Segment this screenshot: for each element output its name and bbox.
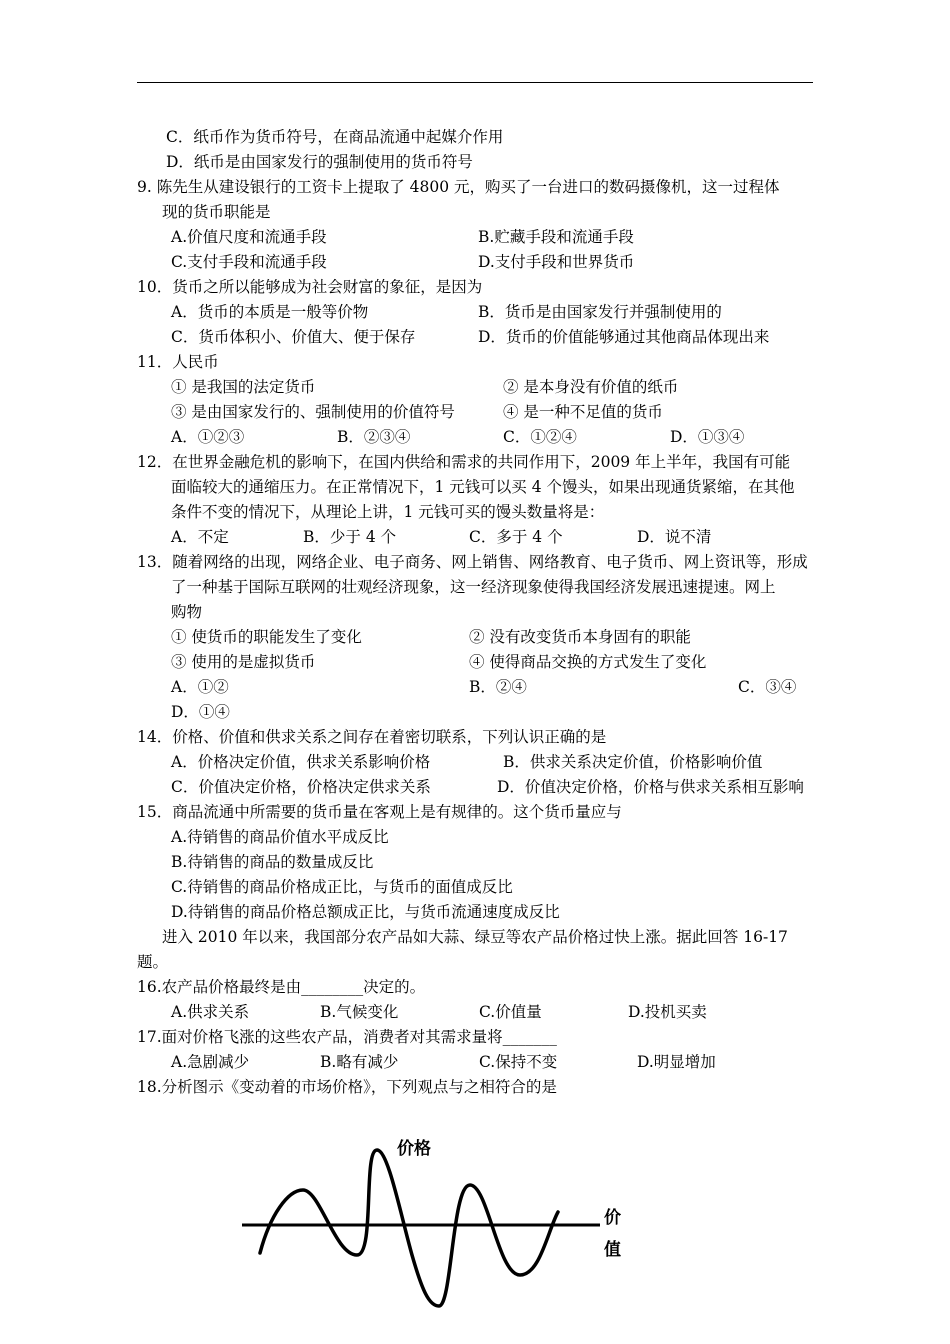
q17-option-c: C.保持不变 [479,1053,558,1071]
q14-option-a: A．价格决定价值，供求关系影响价格 [171,753,431,771]
q11-option-b: B．②③④ [337,428,411,446]
q16-option-a: A.供求关系 [171,1003,250,1021]
q9-option-d: D.支付手段和世界货币 [478,253,635,271]
q10-option-c: C．货币体积小、价值大、便于保存 [171,328,416,346]
q14-option-c: C．价值决定价格，价格决定供求关系 [171,778,431,796]
q9-stem-line1: 9. 陈先生从建设银行的工资卡上提取了 4800 元，购买了一台进口的数码摄像机，这一过程体 [137,178,780,196]
q13-option-b: B．②④ [469,678,527,696]
q14-option-d: D．价值决定价格，价格与供求关系相互影响 [497,778,804,796]
q8-option-d: D．纸币是由国家发行的强制使用的货币符号 [166,153,473,171]
q17-option-d: D.明显增加 [637,1053,716,1071]
q18-stem: 18.分析图示《变动着的市场价格》，下列观点与之相符合的是 [137,1078,557,1096]
q11-statement-2: ② 是本身没有价值的纸币 [503,378,679,396]
q14-option-b: B．供求关系决定价值，价格影响价值 [503,753,763,771]
q13-stem-line1: 13．随着网络的出现，网络企业、电子商务、网上销售、网络教育、电子货币、网上资讯等，形成 [137,553,808,571]
q13-stem-line3: 购物 [171,603,203,621]
q13-statement-4: ④ 使得商品交换的方式发生了变化 [469,653,707,671]
q8-option-c: C．纸币作为货币符号，在商品流通中起媒介作用 [166,128,504,146]
q9-option-c: C.支付手段和流通手段 [171,253,327,271]
q11-stem: 11．人民币 [137,353,219,371]
q9-option-b: B.贮藏手段和流通手段 [478,228,634,246]
q13-statement-2: ② 没有改变货币本身固有的职能 [469,628,691,646]
q17-stem: 17.面对价格飞涨的这些农产品，消费者对其需求量将_______ [137,1028,557,1046]
q10-option-a: A．货币的本质是一般等价物 [171,303,369,321]
q15-option-b: B.待销售的商品的数量成反比 [171,853,374,871]
q16-17-intro-line1: 进入 2010 年以来，我国部分农产品如大蒜、绿豆等农产品价格过快上涨。据此回答 16-17 [162,928,788,946]
q13-stem-line2: 了一种基于国际互联网的壮观经济现象，这一经济现象使得我国经济发展迅速提速。网上 [171,578,776,596]
q10-option-b: B．货币是由国家发行并强制使用的 [478,303,722,321]
q15-option-d: D.待销售的商品价格总额成正比，与货币流通速度成反比 [171,903,560,921]
q11-option-d: D．①③④ [670,428,745,446]
q12-option-b: B．少于 4 个 [303,528,397,546]
q12-stem-line3: 条件不变的情况下，从理论上讲，1 元钱可买的馒头数量将是： [171,503,605,521]
q12-option-a: A．不定 [171,528,229,546]
value-label-char-1: 价 [604,1208,621,1228]
q14-stem: 14．价格、价值和供求关系之间存在着密切联系，下列认识正确的是 [137,728,607,746]
q15-stem: 15．商品流通中所需要的货币量在客观上是有规律的。这个货币量应与 [137,803,622,821]
q16-stem: 16.农产品价格最终是由________决定的。 [137,978,426,996]
q11-statement-3: ③ 是由国家发行的、强制使用的价值符号 [171,403,455,421]
q11-option-c: C．①②④ [503,428,577,446]
q10-stem: 10．货币之所以能够成为社会财富的象征，是因为 [137,278,483,296]
q12-stem-line1: 12．在世界金融危机的影响下，在国内供给和需求的共同作用下，2009 年上半年，我国有可能 [137,453,791,471]
q17-option-b: B.略有减少 [320,1053,399,1071]
q9-stem-line2: 现的货币职能是 [162,203,271,221]
q13-option-a: A．①② [171,678,229,696]
q17-option-a: A.急剧减少 [171,1053,250,1071]
q13-statement-1: ① 使货币的职能发生了变化 [171,628,362,646]
q11-option-a: A．①②③ [171,428,245,446]
q13-option-d: D．①④ [171,703,230,721]
q16-option-d: D.投机买卖 [628,1003,707,1021]
q12-option-d: D．说不清 [637,528,712,546]
q9-option-a: A.价值尺度和流通手段 [171,228,327,246]
q12-option-c: C．多于 4 个 [469,528,563,546]
q16-option-b: B.气候变化 [320,1003,399,1021]
q15-option-c: C.待销售的商品价格成正比，与货币的面值成反比 [171,878,513,896]
q11-statement-1: ① 是我国的法定货币 [171,378,316,396]
q11-statement-4: ④ 是一种不足值的货币 [503,403,663,421]
header-rule [137,82,813,83]
q16-option-c: C.价值量 [479,1003,542,1021]
q12-stem-line2: 面临较大的通缩压力。在正常情况下，1 元钱可以买 4 个馒头，如果出现通货紧缩，在其他 [171,478,795,496]
q13-statement-3: ③ 使用的是虚拟货币 [171,653,316,671]
q10-option-d: D．货币的价值能够通过其他商品体现出来 [478,328,770,346]
q13-option-c: C．③④ [738,678,797,696]
value-label-char-2: 值 [604,1240,621,1260]
q15-option-a: A.待销售的商品价值水平成反比 [171,828,389,846]
q16-17-intro-line2: 题。 [137,953,169,971]
price-label: 价格 [397,1139,431,1159]
price-wave-curve [260,1150,558,1306]
